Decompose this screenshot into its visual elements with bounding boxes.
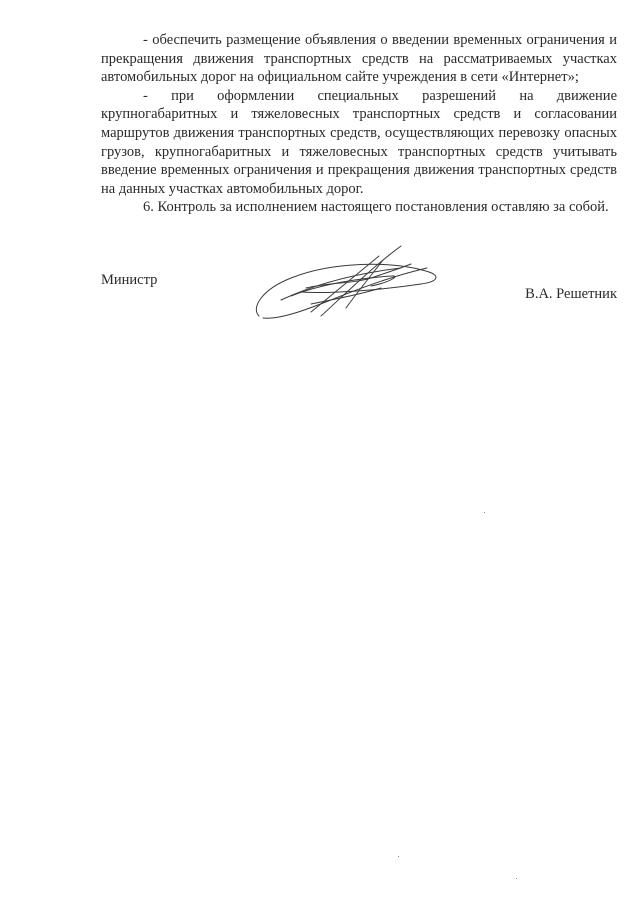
signatory-name: В.А. Решетник: [525, 286, 617, 302]
document-body: [101, 31, 617, 217]
paragraph-control: 6. Контроль за исполнением настоящего постановления оставляю за собой.: [143, 199, 609, 216]
scan-speck: [484, 512, 485, 513]
paragraph-internet-notice: - обеспечить размещение объявления о введении временных ограничения и прекращения движения транспортных средств на рассматриваемых участках автомобильных дорог на официальном сайте учреждения в сети «Интернет»;: [101, 32, 617, 86]
paragraph-special-permits: - при оформлении специальных разрешений на движение крупногабаритных и тяжеловесных транспортных средств и согласовании маршрутов движения транспортных средств, осуществляющих перевозку опасных грузов, крупногабаритных и тяжеловесных транспортных средств учитывать введение временных ограничения и прекращения движения транспортных средств на данных участках автомобильных дорог.: [101, 87, 617, 197]
scan-speck: [516, 878, 517, 879]
scan-speck: [398, 856, 399, 857]
signature-block: [101, 270, 617, 350]
signatory-title: Министр: [101, 272, 158, 288]
handwritten-signature: [251, 238, 451, 328]
